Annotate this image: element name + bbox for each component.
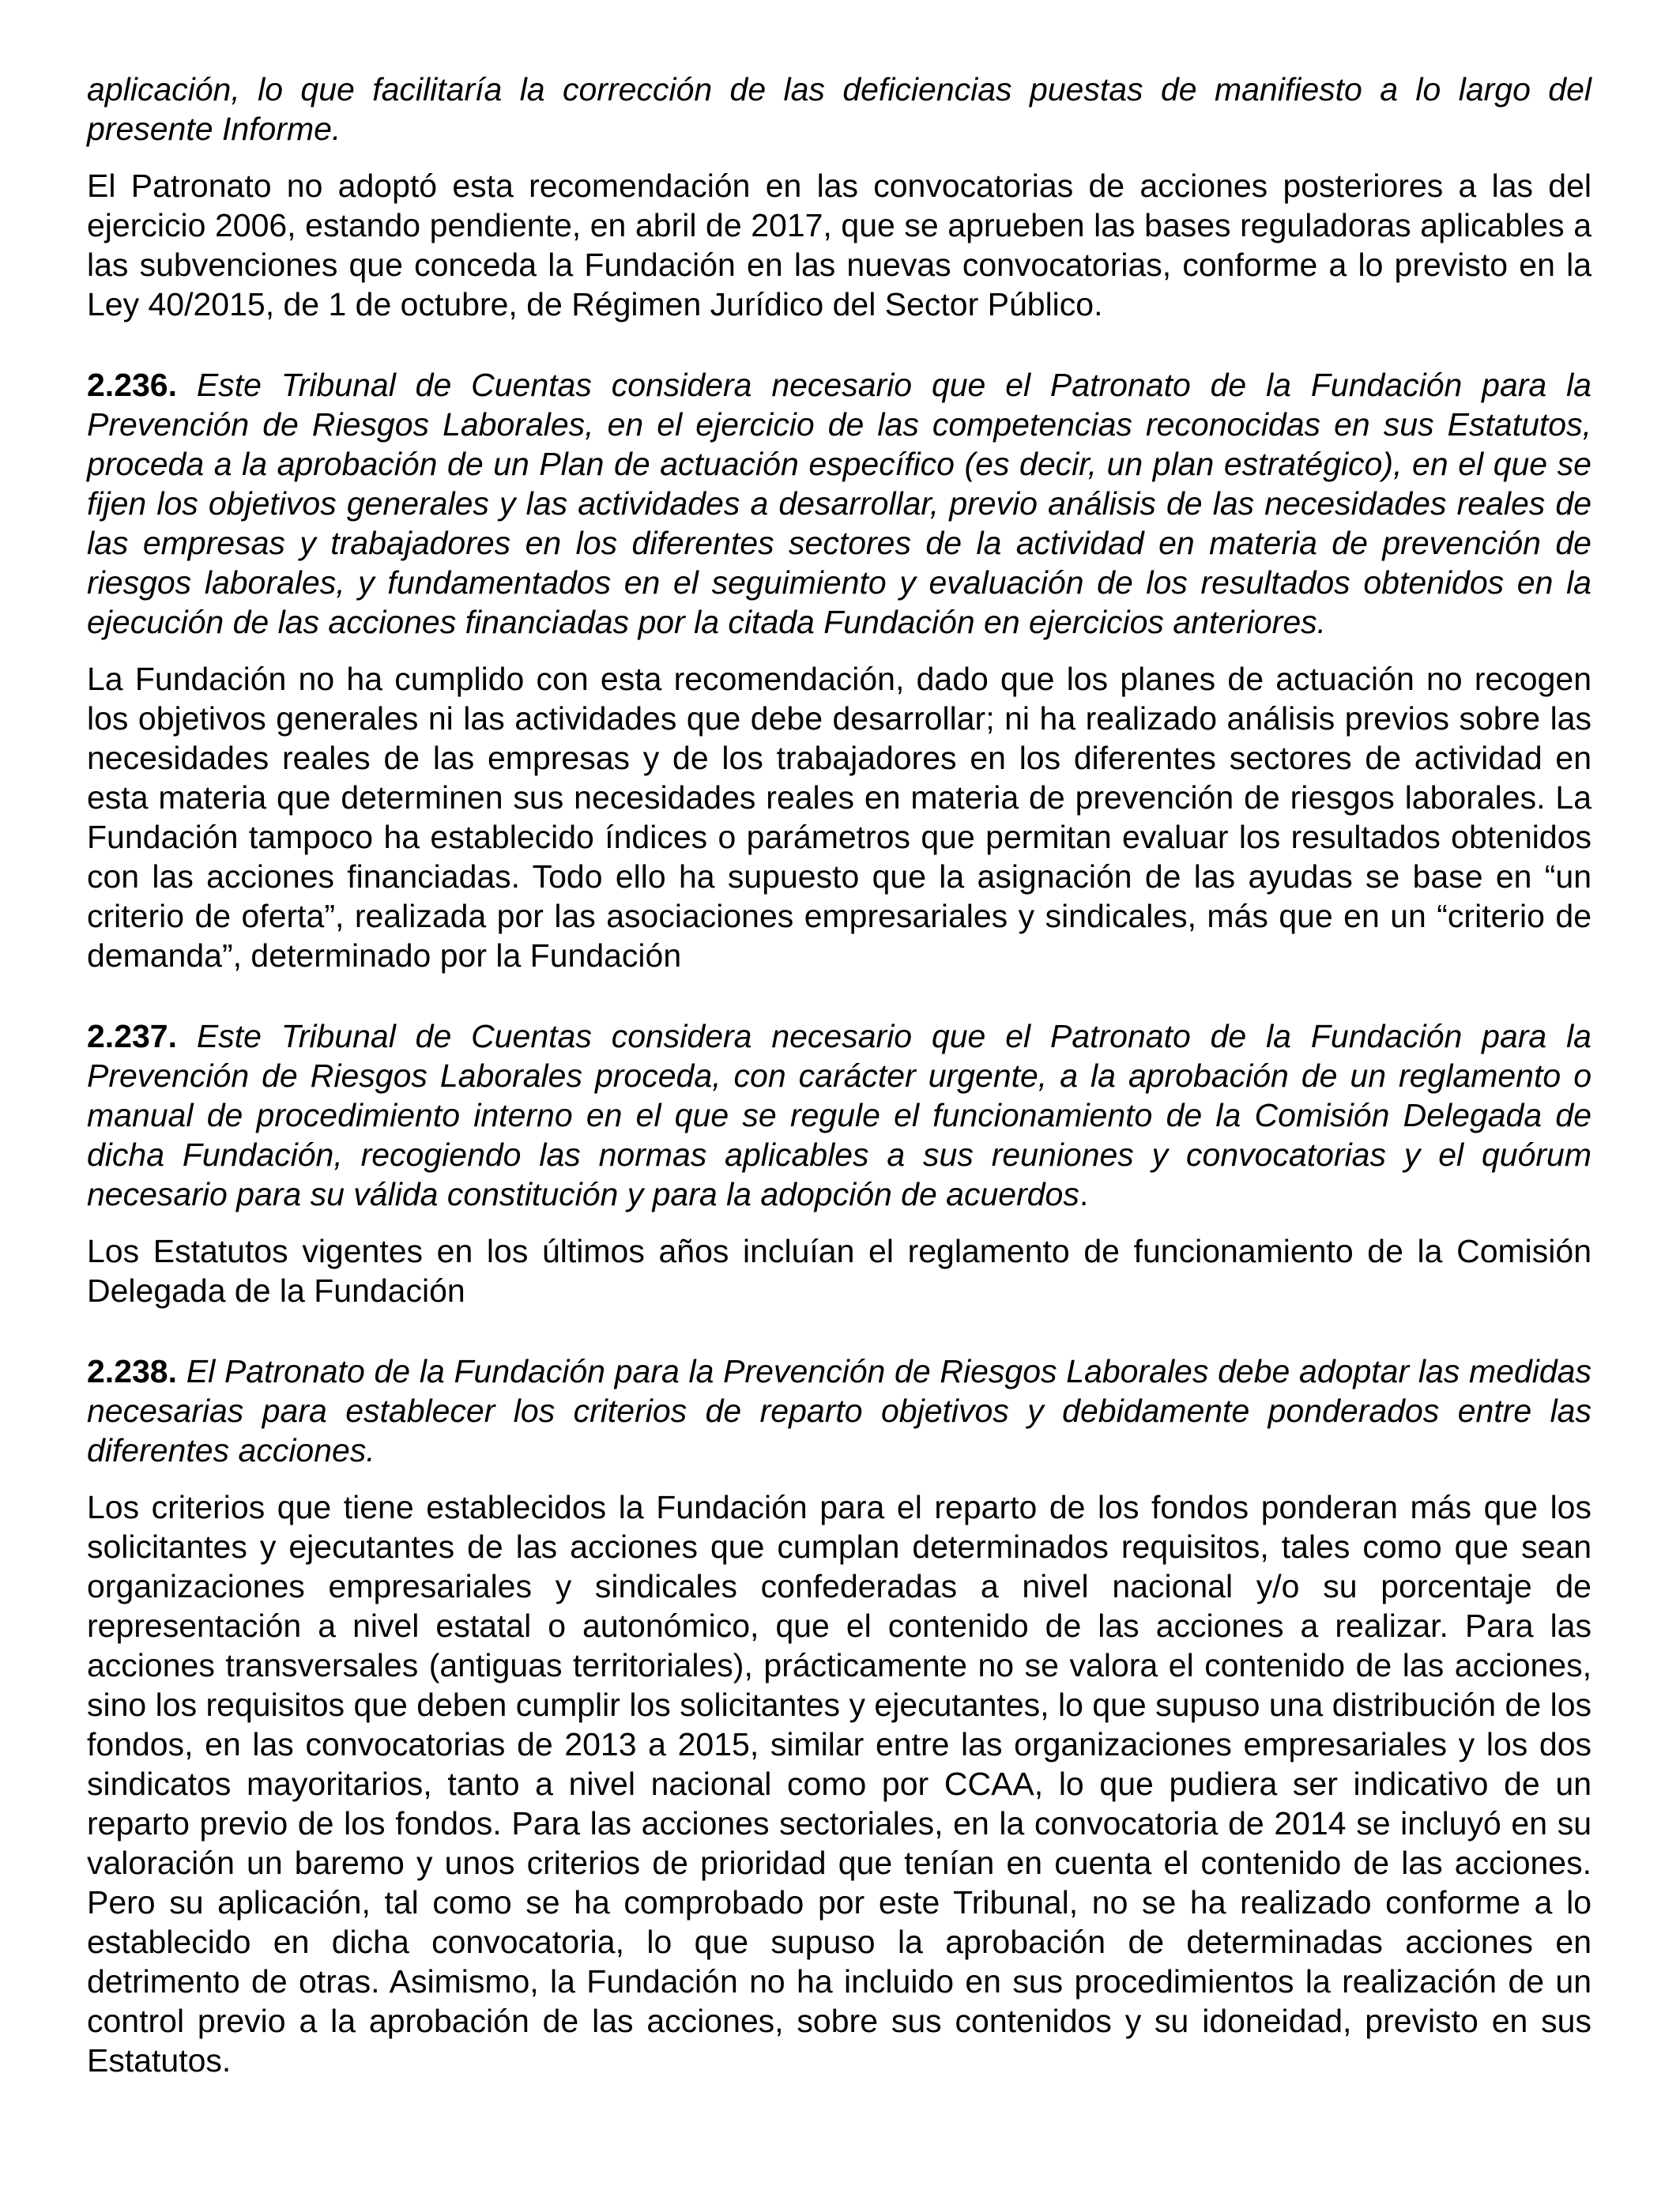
- recommendation-text: Este Tribunal de Cuentas considera necesario que el Patronato de la Fundación para la Prevención de Riesgos Laborales proceda, con carácter urgente, a la aprobación de un reglamento o manual de procedimiento interno en el que se regule el funcionamiento de la Comisión Delegada de dicha Fundación, recogiendo las normas aplicables a sus reuniones y convocatorias y el quórum necesario para su válida constitución y para la adopción de acuerdos: [87, 1018, 1591, 1212]
- paragraph-fundacion-compliance: La Fundación no ha cumplido con esta recomendación, dado que los planes de actuación no recogen los objetivos generales ni las actividades que debe desarrollar; ni ha realizado análisis previos sobre las necesidades reales de las empresas y de los trabajadores en los diferentes sectores de actividad en esta materia que determinen sus necesidades reales en materia de prevención de riesgos laborales. La Fundación tampoco ha establecido índices o parámetros que permitan evaluar los resultados obtenidos con las acciones financiadas. Todo ello ha supuesto que la asignación de las ayudas se base en “un criterio de oferta”, realizada por las asociaciones empresariales y sindicales, más que en un “criterio de demanda”, determinado por la Fundación: [87, 661, 1591, 974]
- recommendation-tail: .: [1079, 1176, 1089, 1212]
- paragraph-estatutos: Los Estatutos vigentes en los últimos años incluían el reglamento de funcionamiento de la Comisión Delegada de la Fundación: [87, 1233, 1591, 1309]
- recommendation-2-236: [87, 365, 1591, 642]
- recommendation-2-237: [87, 1016, 1591, 1214]
- recommendation-2-238: [87, 1351, 1591, 1470]
- paragraph-continuation: aplicación, lo que facilitaría la corrección de las deficiencias puestas de manifiesto a lo largo del presente Informe.: [87, 71, 1591, 147]
- recommendation-text: Este Tribunal de Cuentas considera necesario que el Patronato de la Fundación para la Prevención de Riesgos Laborales, en el ejercicio de las competencias reconocidas en sus Estatutos, proceda a la aprobación de un Plan de actuación específico (es decir, un plan estratégico), en el que se fijen los objetivos generales y las actividades a desarrollar, previo análisis de las necesidades reales de las empresas y trabajadores en los diferentes sectores de la actividad en materia de prevención de riesgos laborales, y fundamentados en el seguimiento y evaluación de los resultados obtenidos en la ejecución de las acciones financiadas por la citada Fundación en ejercicios anteriores.: [87, 367, 1591, 640]
- recommendation-number: 2.236.: [87, 367, 177, 403]
- paragraph-criterios-reparto: Los criterios que tiene establecidos la Fundación para el reparto de los fondos ponderan más que los solicitantes y ejecutantes de las acciones que cumplan determinados requisitos, tales como que sean organizaciones empresariales y sindicales confederadas a nivel nacional y/o su porcentaje de representación a nivel estatal o autonómico, que el contenido de las acciones a realizar. Para las acciones transversales (antiguas territoriales), prácticamente no se valora el contenido de las acciones, sino los requisitos que deben cumplir los solicitantes y ejecutantes, lo que supuso una distribución de los fondos, en las convocatorias de 2013 a 2015, similar entre las organizaciones empresariales y los dos sindicatos mayoritarios, tanto a nivel nacional como por CCAA, lo que pudiera ser indicativo de un reparto previo de los fondos. Para las acciones sectoriales, en la convocatoria de 2014 se incluyó en su valoración un baremo y unos criterios de prioridad que tenían en cuenta el contenido de las acciones. Pero su aplicación, tal como se ha comprobado por este Tribunal, no se ha realizado conforme a lo establecido en dicha convocatoria, lo que supuso la aprobación de determinadas acciones en detrimento de otras. Asimismo, la Fundación no ha incluido en sus procedimientos la realización de un control previo a la aprobación de las acciones, sobre sus contenidos y su idoneidad, previsto en sus Estatutos.: [87, 1489, 1591, 2079]
- recommendation-number: 2.238.: [87, 1353, 177, 1389]
- paragraph-patronato-response: El Patronato no adoptó esta recomendación en las convocatorias de acciones posteriores a las del ejercicio 2006, estando pendiente, en abril de 2017, que se aprueben las bases reguladoras aplicables a las subvenciones que conceda la Fundación en las nuevas convocatorias, conforme a lo previsto en la Ley 40/2015, de 1 de octubre, de Régimen Jurídico del Sector Público.: [87, 168, 1591, 322]
- recommendation-text: El Patronato de la Fundación para la Prevención de Riesgos Laborales debe adoptar las medidas necesarias para establecer los criterios de reparto objetivos y debidamente ponderados entre las diferentes acciones.: [87, 1353, 1591, 1468]
- document-page: [87, 70, 1591, 2080]
- recommendation-number: 2.237.: [87, 1018, 177, 1054]
